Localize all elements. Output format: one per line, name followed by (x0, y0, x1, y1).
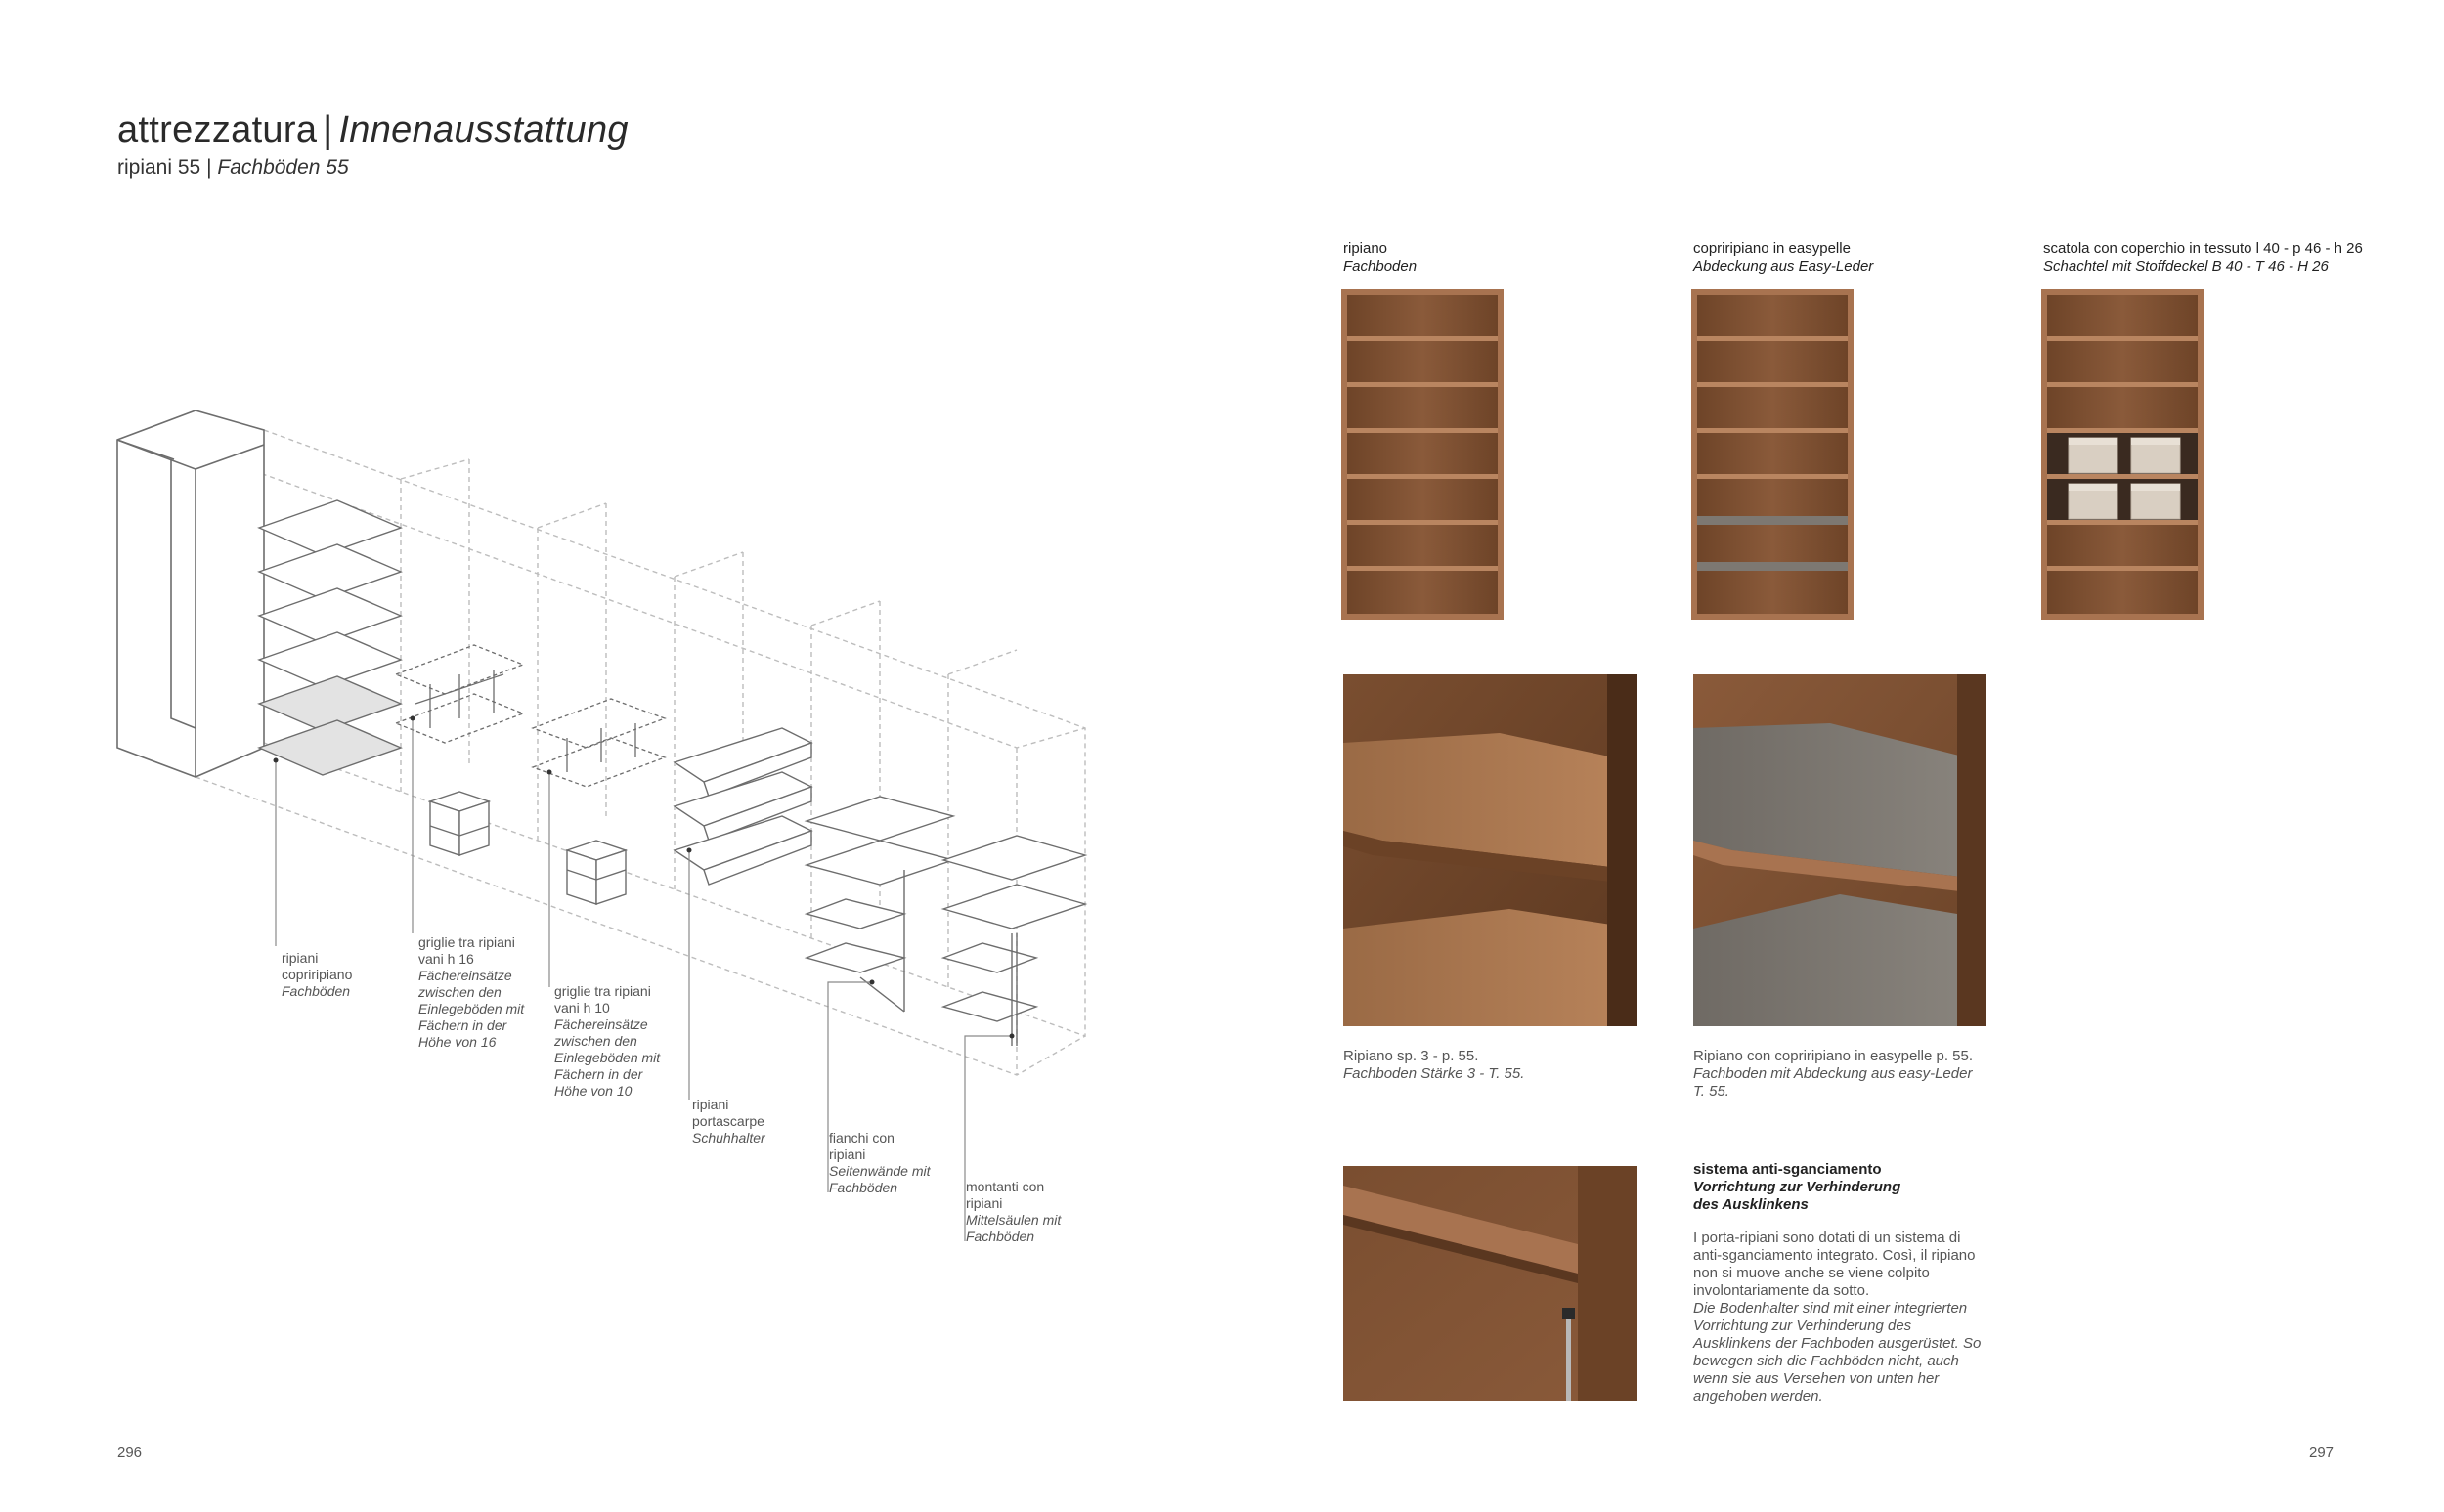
column-header-ripiano: ripiano Fachboden (1343, 240, 1418, 275)
label-montanti: montanti con ripiani Mittelsäulen mit Fachböden (966, 1179, 1062, 1244)
page-subtitle: ripiani 55 | Fachböden 55 (117, 156, 349, 179)
column-header-scatola: scatola con coperchio in tessuto l 40 - p 46 - h 26 Schachtel mit Stoffdeckel B 40 - T 46 - H 26 (2043, 240, 2363, 275)
label-ripiani-copriripiano: ripiani copriripiano Fachböden (282, 950, 353, 999)
exploded-diagram (0, 0, 1124, 1319)
bookcase-copriripiano-image (1691, 289, 1854, 620)
label-griglie-h16: griglie tra ripiani vani h 16 Fächereinsätze zwischen den Einlegeböden mit Fächern in der Höhe von 16 (418, 934, 525, 1050)
shelf-leather-photo (1693, 674, 1986, 1026)
system-description: I porta-ripiani sono dotati di un sistema di anti-sganciamento integrato. Così, il ripiano non si muove anche se viene colpito involontariamente da sotto. Die Bodenhalter sind mit einer integrierten Vorrichtung zur Verhinderung des Ausklinkens der Fachboden ausgerüstet. So bewegen sich die Fachböden nicht, auch wenn sie aus Versehen von unten her angehoben werden. (1693, 1230, 1982, 1404)
label-portascarpe: ripiani portascarpe Schuhhalter (692, 1097, 765, 1145)
caption-ripiano: Ripiano sp. 3 - p. 55. Fachboden Stärke 3 - T. 55. (1343, 1048, 1525, 1082)
system-title: sistema anti-sganciamento Vorrichtung zur Verhinderung des Ausklinkens (1693, 1161, 1901, 1213)
caption-copriripiano: Ripiano con copriripiano in easypelle p. 55. Fachboden mit Abdeckung aus easy-Leder T. 55. (1693, 1048, 1974, 1100)
column-header-copriripiano: copriripiano in easypelle Abdeckung aus Easy-Leder (1693, 240, 1874, 275)
page-number-right: 297 (2309, 1445, 2335, 1461)
page-number-left: 296 (117, 1445, 143, 1461)
bookcase-ripiano-image (1341, 289, 1504, 620)
label-griglie-h10: griglie tra ripiani vani h 10 Fächereinsätze zwischen den Einlegeböden mit Fächern in der Höhe von 10 (554, 983, 661, 1099)
bookcase-scatola-image (2041, 289, 2204, 620)
page-title: attrezzatura | Innenausstattung (117, 109, 629, 151)
label-fianchi: fianchi con ripiani Seitenwände mit Fachböden (829, 1130, 931, 1195)
anti-unhook-photo (1343, 1166, 1637, 1401)
shelf-wood-photo (1343, 674, 1637, 1026)
